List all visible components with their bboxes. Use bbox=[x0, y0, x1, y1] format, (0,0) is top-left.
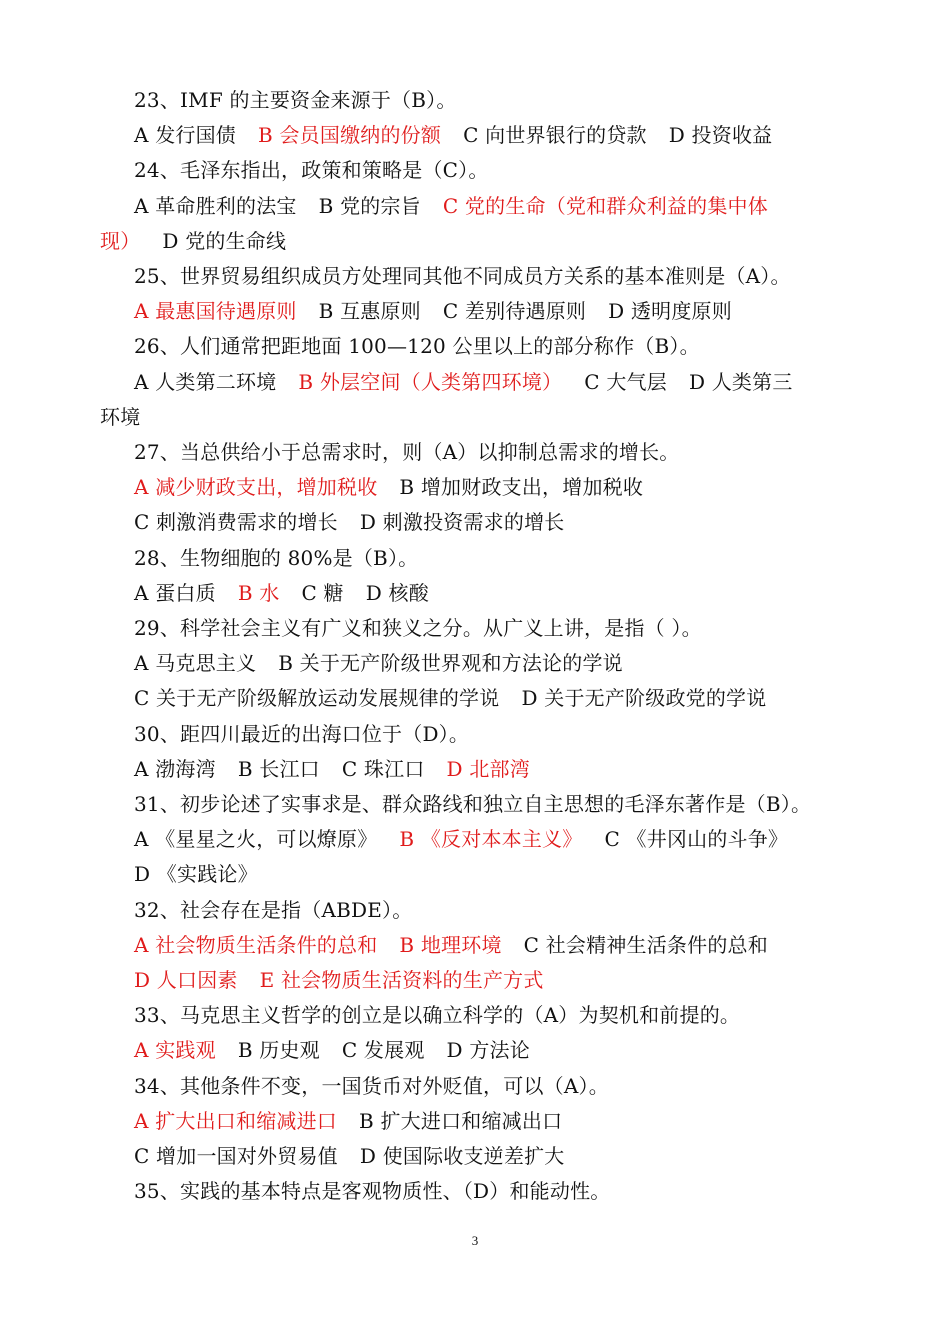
answer-text: A 人类第二环境 bbox=[134, 369, 277, 394]
answer-text: D 关于无产阶级政党的学说 bbox=[521, 686, 767, 711]
answer-text-highlighted: D 人口因素 bbox=[134, 968, 238, 993]
continuation-line bbox=[100, 400, 860, 435]
options-line bbox=[100, 294, 860, 329]
answer-text: A 渤海湾 bbox=[134, 756, 216, 781]
question-line bbox=[100, 998, 860, 1033]
answer-text-highlighted: 现） bbox=[100, 228, 141, 253]
answer-text-highlighted: D 北部湾 bbox=[446, 756, 530, 781]
answer-text: A 革命胜利的法宝 bbox=[134, 193, 297, 218]
answer-text: 30、距四川最近的出海口位于（D）。 bbox=[134, 721, 470, 746]
answer-text-highlighted: A 减少财政支出，增加税收 bbox=[134, 475, 378, 500]
answer-text: 32、社会存在是指（ABDE）。 bbox=[134, 897, 413, 922]
answer-text: C 大气层 bbox=[584, 369, 667, 394]
question-line bbox=[100, 1174, 860, 1209]
options-line bbox=[100, 646, 860, 681]
answer-text: C 差别待遇原则 bbox=[442, 299, 587, 324]
options-line bbox=[100, 505, 860, 540]
answer-text-highlighted: B 地理环境 bbox=[399, 932, 502, 957]
continuation-line bbox=[100, 224, 860, 259]
answer-text-highlighted: A 扩大出口和缩减进口 bbox=[134, 1108, 338, 1133]
options-line bbox=[100, 1139, 860, 1174]
options-line bbox=[100, 118, 860, 153]
answer-text: B 历史观 bbox=[237, 1038, 320, 1063]
question-line bbox=[100, 787, 860, 822]
answer-text-highlighted: A 实践观 bbox=[134, 1038, 216, 1063]
answer-text: 35、实践的基本特点是客观物质性、（D）和能动性。 bbox=[134, 1179, 611, 1204]
options-line bbox=[100, 470, 860, 505]
answer-text: D 使国际收支逆差扩大 bbox=[359, 1144, 565, 1169]
question-line bbox=[100, 717, 860, 752]
answer-text-highlighted: B 《反对本本主义》 bbox=[399, 827, 583, 852]
question-list bbox=[100, 83, 860, 1210]
answer-text: D 刺激投资需求的增长 bbox=[359, 510, 565, 535]
answer-text: B 关于无产阶级世界观和方法论的学说 bbox=[278, 651, 623, 676]
answer-text: C 刺激消费需求的增长 bbox=[134, 510, 338, 535]
answer-text: 25、世界贸易组织成员方处理同其他不同成员方关系的基本准则是（A）。 bbox=[134, 264, 791, 289]
answer-text-highlighted: B 外层空间（人类第四环境） bbox=[298, 369, 563, 394]
answer-text-highlighted: E 社会物质生活资料的生产方式 bbox=[259, 968, 544, 993]
answer-text: 环境 bbox=[100, 404, 141, 429]
answer-text: 33、马克思主义哲学的创立是以确立科学的（A）为契机和前提的。 bbox=[134, 1003, 741, 1028]
question-line bbox=[100, 893, 860, 928]
answer-text: 27、当总供给小于总需求时，则（A）以抑制总需求的增长。 bbox=[134, 440, 680, 465]
options-line bbox=[100, 576, 860, 611]
answer-text: A 蛋白质 bbox=[134, 580, 216, 605]
answer-text: D 人类第三 bbox=[688, 369, 793, 394]
options-line bbox=[100, 963, 860, 998]
question-line bbox=[100, 329, 860, 364]
answer-text: C 珠江口 bbox=[341, 756, 425, 781]
answer-text: A 《星星之火，可以燎原》 bbox=[134, 827, 378, 852]
answer-text: A 马克思主义 bbox=[134, 651, 257, 676]
answer-text: C 社会精神生活条件的总和 bbox=[523, 932, 768, 957]
question-line bbox=[100, 611, 860, 646]
answer-text: 23、IMF 的主要资金来源于（B）。 bbox=[134, 88, 457, 112]
answer-text: D 《实践论》 bbox=[134, 862, 258, 887]
answer-text-highlighted: A 社会物质生活条件的总和 bbox=[134, 932, 378, 957]
answer-text: B 互惠原则 bbox=[318, 299, 421, 324]
answer-text: D 投资收益 bbox=[668, 123, 773, 148]
options-line bbox=[100, 365, 860, 400]
question-line bbox=[100, 153, 860, 188]
answer-text: C 关于无产阶级解放运动发展规律的学说 bbox=[134, 686, 500, 711]
answer-text: 28、生物细胞的 80%是（B）。 bbox=[134, 545, 419, 570]
question-line bbox=[100, 541, 860, 576]
answer-text: D 党的生命线 bbox=[162, 228, 287, 253]
answer-text: C 《井冈山的斗争》 bbox=[604, 827, 789, 852]
options-line bbox=[100, 928, 860, 963]
answer-text: C 糖 bbox=[301, 580, 344, 605]
answer-text-highlighted: C 党的生命（党和群众利益的集中体 bbox=[442, 193, 768, 218]
answer-text: C 发展观 bbox=[341, 1038, 425, 1063]
answer-text: D 透明度原则 bbox=[608, 299, 732, 324]
options-line bbox=[100, 1033, 860, 1068]
answer-text: C 增加一国对外贸易值 bbox=[134, 1144, 338, 1169]
options-line bbox=[100, 681, 860, 716]
question-line bbox=[100, 83, 860, 118]
answer-text-highlighted: A 最惠国待遇原则 bbox=[134, 299, 297, 324]
answer-text: 24、毛泽东指出，政策和策略是（C）。 bbox=[134, 158, 489, 183]
answer-text: D 核酸 bbox=[365, 580, 429, 605]
options-line bbox=[100, 822, 860, 857]
answer-text: D 方法论 bbox=[446, 1038, 530, 1063]
options-line bbox=[100, 189, 860, 224]
answer-text-highlighted: B 水 bbox=[237, 580, 280, 605]
options-line bbox=[100, 857, 860, 892]
question-line bbox=[100, 259, 860, 294]
answer-text-highlighted: B 会员国缴纳的份额 bbox=[258, 123, 442, 148]
answer-text: 34、其他条件不变，一国货币对外贬值，可以（A）。 bbox=[134, 1073, 609, 1098]
answer-text: B 增加财政支出，增加税收 bbox=[399, 475, 644, 500]
answer-text: 29、科学社会主义有广义和狭义之分。从广义上讲，是指（ ）。 bbox=[134, 616, 702, 641]
options-line bbox=[100, 1104, 860, 1139]
answer-text: 26、人们通常把距地面 100—120 公里以上的部分称作（B）。 bbox=[134, 334, 700, 359]
answer-text: A 发行国债 bbox=[134, 123, 237, 148]
answer-text: B 党的宗旨 bbox=[318, 193, 421, 218]
page-number: 3 bbox=[471, 1233, 479, 1248]
answer-text: B 扩大进口和缩减出口 bbox=[359, 1108, 563, 1133]
options-line bbox=[100, 752, 860, 787]
answer-text: 31、初步论述了实事求是、群众路线和独立自主思想的毛泽东著作是（B）。 bbox=[134, 792, 812, 817]
question-line bbox=[100, 1069, 860, 1104]
answer-text: B 长江口 bbox=[237, 756, 320, 781]
answer-text: C 向世界银行的贷款 bbox=[463, 123, 647, 148]
question-line bbox=[100, 435, 860, 470]
